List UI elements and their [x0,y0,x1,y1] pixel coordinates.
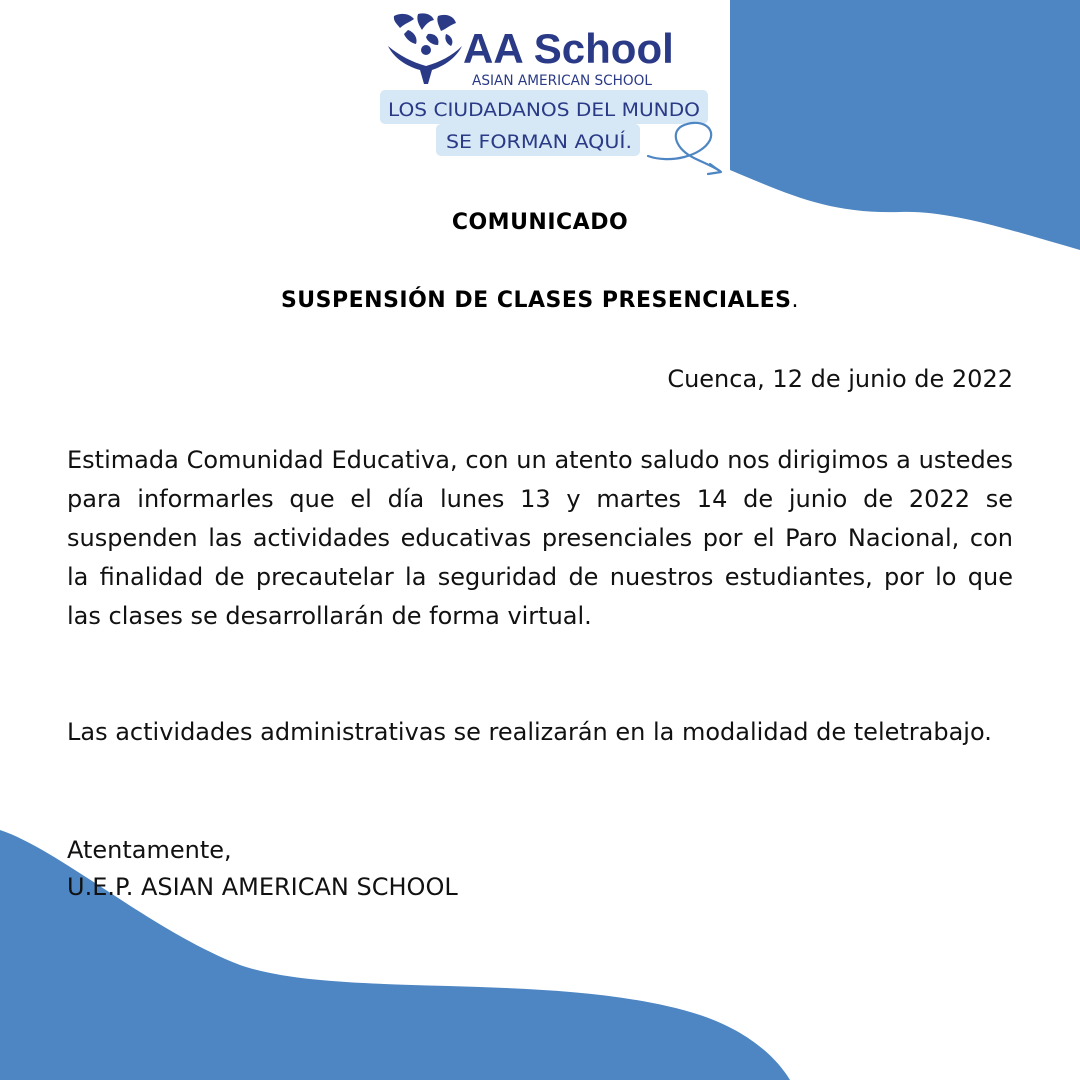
globe-figure-icon [388,13,462,84]
closing-salutation: Atentamente, [67,836,232,864]
notice-subject-text: SUSPENSIÓN DE CLASES PRESENCIALES [280,288,792,313]
notice-closing [67,832,458,906]
notice-paragraph-2: Las actividades administrativas se realizarán en la modalidad de teletrabajo. [67,718,992,746]
closing-signature: U.E.P. ASIAN AMERICAN SCHOOL [67,873,458,901]
notice-subject-period: . [791,288,800,313]
logo-brand: AA School [463,25,674,72]
school-logo [380,6,730,178]
notice-subject [0,288,1080,313]
notice-heading: COMUNICADO [451,210,629,235]
notice-date: Cuenca, 12 de junio de 2022 [667,365,1013,393]
notice-paragraph-1: Estimada Comunidad Educativa, con un atento saludo nos dirigimos a ustedes para informarles que el día lunes 13 y martes 14 de junio de 2022 se suspenden las actividades educativas presenciales por el Paro Nacional, con la finalidad de precautelar la seguridad de nuestros estudiantes, por lo que las clases se desarrollarán de forma virtual. [67,446,1013,630]
slogan-line1: LOS CIUDADANOS DEL MUNDO [388,99,700,121]
slogan-line2: SE FORMAN AQUÍ. [446,131,619,153]
logo-subtitle: ASIAN AMERICAN SCHOOL [472,73,653,89]
